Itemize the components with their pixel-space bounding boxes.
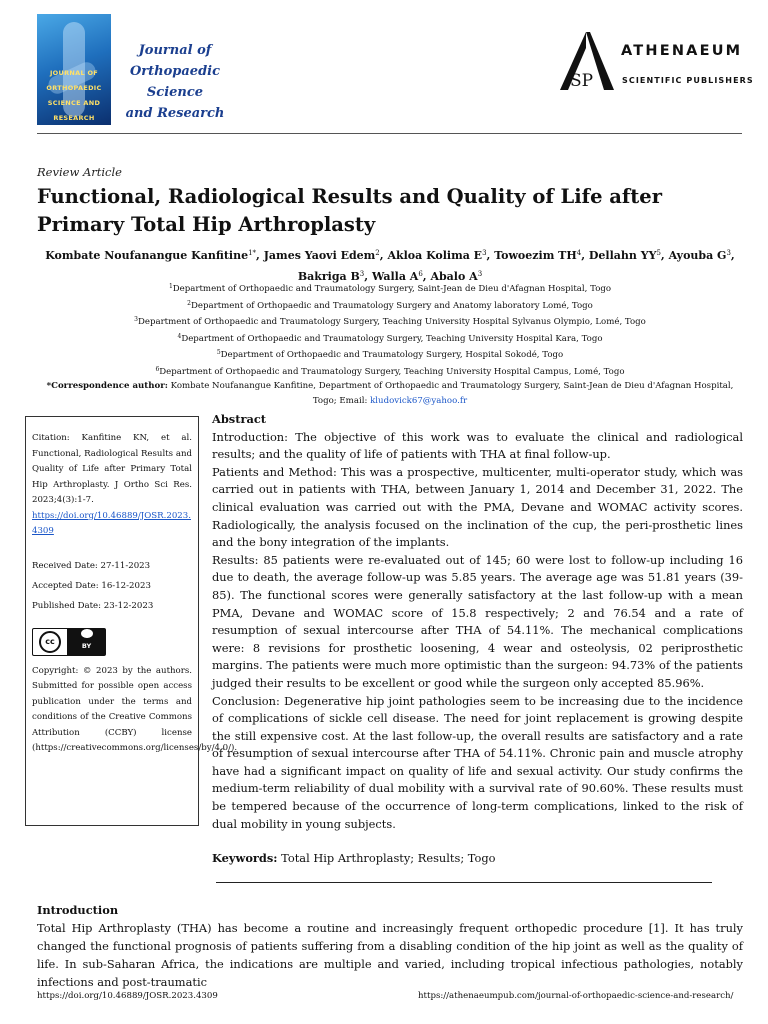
journal-title: Journal of Orthopaedic Science and Research <box>125 43 225 121</box>
athenaeum-logo-icon <box>556 30 616 92</box>
cc-by-license-icon[interactable]: cc BY <box>32 628 106 656</box>
citation-text: Citation: Kanfitine KN, et al. Functional, Radiological Results and Quality of Life after Primary Total Hip Arthroplasty. J Ortho Sci Res. 2023;4(3):1-7. <box>32 433 192 505</box>
abstract-introduction: Introduction: The objective of this work was to evaluate the clinical and radiological results; and the quality of life of patients with THA at final follow-up. <box>212 429 743 462</box>
affiliations <box>37 280 743 408</box>
author: Dellahn YY <box>588 249 657 262</box>
article-type: Review Article <box>37 165 122 179</box>
citation-sidebar <box>25 416 238 826</box>
affiliation: $^6$Department of Orthopaedic and Traumatology Surgery, Teaching University Hospital Campus, Lomé, Togo <box>155 365 625 377</box>
author: Ayouba G <box>668 249 727 262</box>
author: Abalo A <box>430 270 478 283</box>
introduction-text: Total Hip Arthroplasty (THA) has become a routine and increasingly frequent orthopedic procedure [1]. It has truly changed the functional prognosis of patients suffering from a disabling condition of the hip joint as well as the quality of life. In sub-Saharan Africa, the indications are multiple and varied, including tropical infectious pathologies, notably infections and post-traumatic <box>37 921 743 989</box>
keywords: Keywords: Total Hip Arthroplasty; Results; Togo <box>212 851 496 865</box>
author: Kombate Noufanangue Kanfitine <box>45 249 249 262</box>
abstract-conclusion: Conclusion: Degenerative hip joint pathologies seem to be increasing due to the incidence of complications of sickle cell disease. The need for joint replacement is growing despite the still expensive cost. At the last follow-up, the overall results are satisfactory and a rate of resumption of sexual intercourse after THA of 54.11%. Chronic pain and muscle atrophy have had a significant impact on quality of life and sexual activity. Our study confirms the medium-term reliability of dual mobility with a survival rate of 90.60%. These results must be tempered because of the occurrence of long-term complications, linked to the risk of dual mobility in young subjects. <box>212 693 743 831</box>
author: Akloa Kolima E <box>387 249 483 262</box>
journal-cover-logo <box>37 14 111 125</box>
author: Bakriga B <box>297 270 360 283</box>
author: Towoezim TH <box>494 249 577 262</box>
dates <box>32 556 192 616</box>
affiliation: $^2$Department of Orthopaedic and Traumatology Surgery and Anatomy laboratory Lomé, Togo <box>187 299 593 311</box>
footer-journal-link[interactable]: https://athenaeumpub.com/journal-of-orthopaedic-science-and-research/ <box>418 991 734 1001</box>
affiliation: $^4$Department of Orthopaedic and Traumatology Surgery, Teaching University Hospital Kara, Togo <box>177 332 603 344</box>
abstract-methods: Patients and Method: This was a prospective, multicenter, multi-operator study, which was carried out in patients with THA, between January 1, 2014 and December 31, 2022. The clinical evaluation was carried out with the PMA, Devane and WOMAC activity scores. Radiologically, the analysis focused on the inclination of the cup, the peri-prosthetic lines and the bony integration of the implants. <box>212 464 743 550</box>
abstract-heading: Abstract <box>212 412 267 426</box>
publisher-name: ATHENAEUM <box>621 43 743 59</box>
abstract <box>212 411 743 833</box>
keywords-divider <box>216 882 712 883</box>
correspondence-email-link[interactable]: kludovick67@yahoo.fr <box>370 395 468 406</box>
doi-link[interactable]: https://doi.org/10.46889/JOSR.2023.4309 <box>32 510 191 536</box>
author: Walla A <box>371 270 419 283</box>
affiliation: $^3$Department of Orthopaedic and Traumatology Surgery, Teaching University Hospital Sylvanus Olympio, Lomé, Togo <box>134 316 646 327</box>
correspondence: *Correspondence author: Kombate Noufanangue Kanfitine, Department of Orthopaedic and Traumatology Surgery, Saint-Jean de Dieu d'Afagnan Hospital, Togo; Email: kludovick67@yahoo.fr <box>46 381 734 406</box>
copyright-notice: Copyright: © 2023 by the authors. Submitted for possible open access publication under the terms and conditions of the Creative Commons Attribution (CCBY) license (https://creativecommons.org/licenses/by/4.0/). <box>32 665 238 753</box>
author: James Yaovi Edem <box>263 249 376 262</box>
introduction-heading: Introduction <box>37 903 119 917</box>
article-title: Functional, Radiological Results and Quality of Life after Primary Total Hip Arthroplasty <box>37 185 662 236</box>
affiliation: $^5$Department of Orthopaedic and Traumatology Surgery, Hospital Sokodé, Togo <box>216 349 564 360</box>
journal-logo-text: JOURNAL OF ORTHOPAEDIC SCIENCE AND RESEARCH <box>46 69 102 122</box>
accepted-date: Accepted Date: 16-12-2023 <box>32 580 151 591</box>
publisher-subtitle: SCIENTIFIC PUBLISHERS <box>622 76 754 85</box>
header-divider <box>37 133 742 134</box>
svg-text:SP: SP <box>570 71 594 91</box>
published-date: Published Date: 23-12-2023 <box>32 600 154 611</box>
affiliation: $^1$Department of Orthopaedic and Traumatology Surgery, Saint-Jean de Dieu d'Afagnan Hospital, Togo <box>168 283 612 294</box>
received-date: Received Date: 27-11-2023 <box>32 560 151 571</box>
footer-doi-link[interactable]: https://doi.org/10.46889/JOSR.2023.4309 <box>37 991 218 1001</box>
author-list: Kombate Noufanangue Kanfitine$^{1*}$, James Yaovi Edem$^2$, Akloa Kolima $E^3$, Towoezim $TH^4$, Dellahn $YY^5$, Ayouba $G^3$, Bakriga $B^3$, Walla $A^6$, Abalo $A^3$ <box>45 249 735 283</box>
abstract-results: Results: 85 patients were re-evaluated out of 145; 60 were lost to follow-up including 16 due to death, the average follow-up was 5.85 years. The average age was 51.81 years (39-85). The functional scores were generally satisfactory at the last follow-up with a mean PMA, Devane and WOMAC score of 15.8 respectively; 2 and 76.54 and a rate of resumption of sexual intercourse after THA of 54.11%. The mechanical complications were: 8 revisions for prosthetic loosening, 4 wear and osteolysis, 02 periprosthetic margins. The patients were much more optimistic than the surgeon: 94.73% of the patients judged their results to be excellent or good while the surgeon only accepted 85.96%. <box>212 552 743 690</box>
